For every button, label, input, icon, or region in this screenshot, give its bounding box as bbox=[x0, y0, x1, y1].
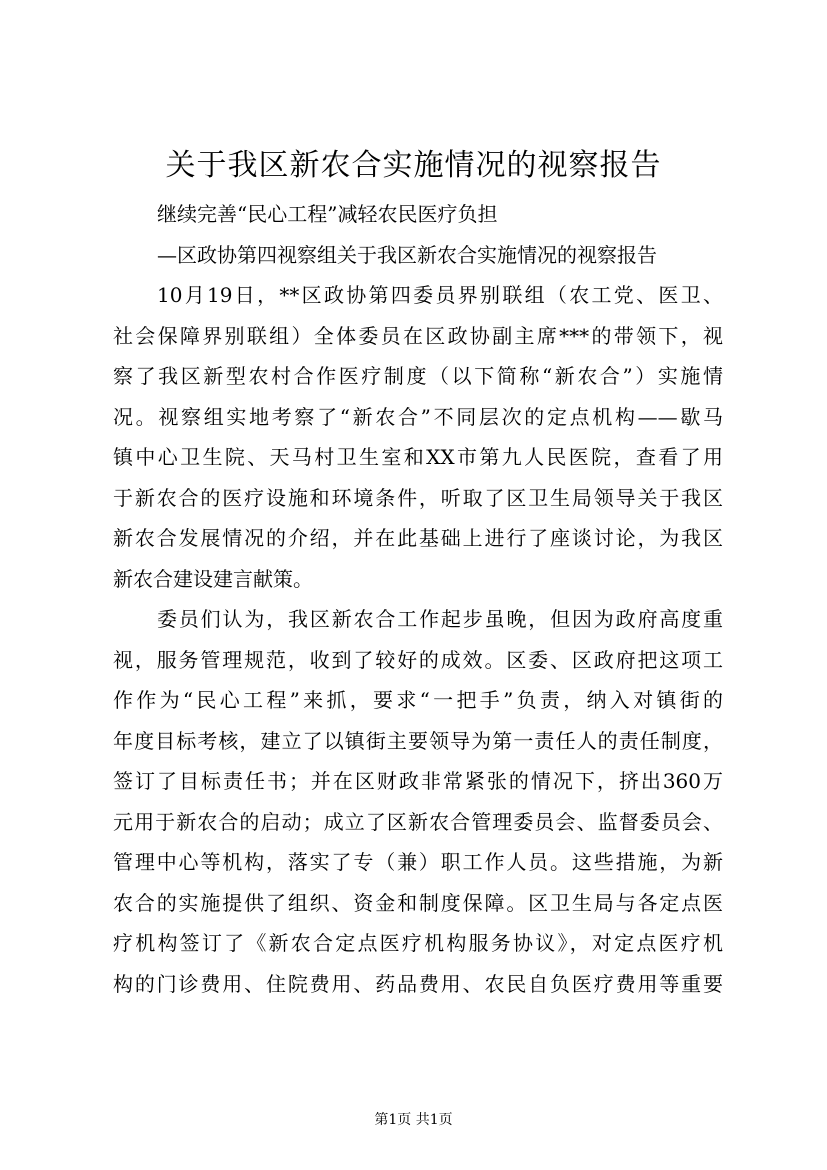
paragraph-2-line: 年度目标考核，建立了以镇街主要领导为第一责任人的责任制度， bbox=[113, 728, 723, 753]
paragraph-1-line: 察了我区新型农村合作医疗制度（以下简称“新农合”）实施情 bbox=[113, 364, 723, 388]
page-number-footer: 第1页 共1页 bbox=[374, 1112, 453, 1128]
paragraph-2-line: 构的门诊费用、住院费用、药品费用、农民自负医疗费用等重要 bbox=[113, 971, 723, 996]
paragraph-1-line: 况。视察组实地考察了“新农合”不同层次的定点机构——歇马 bbox=[113, 404, 723, 429]
subtitle-line-1: 继续完善“民心工程”减轻农民医疗负担 bbox=[157, 202, 498, 226]
paragraph-1-line: 新农合建设建言献策。 bbox=[113, 566, 313, 591]
subtitle-line-2: —区政协第四视察组关于我区新农合实施情况的视察报告 bbox=[157, 242, 657, 267]
paragraph-2-line: 疗机构签订了《新农合定点医疗机构服务协议》，对定点医疗机 bbox=[113, 931, 723, 955]
paragraph-2-line: 作作为“民心工程”来抓，要求“一把手”负责，纳入对镇街的 bbox=[113, 688, 723, 712]
paragraph-2-line: 视，服务管理规范，收到了较好的成效。区委、区政府把这项工 bbox=[113, 647, 723, 672]
paragraph-1-line: 新农合发展情况的介绍，并在此基础上进行了座谈讨论，为我区 bbox=[113, 526, 723, 550]
paragraph-2-line: 农合的实施提供了组织、资金和制度保障。区卫生局与各定点医 bbox=[113, 890, 723, 915]
paragraph-1-line: 10月19日，**区政协第四委员界别联组（农工党、医卫、 bbox=[157, 283, 723, 307]
paragraph-1-line: 镇中心卫生院、天马村卫生室和XX市第九人民医院，查看了用 bbox=[113, 445, 723, 469]
paragraph-2-line: 元用于新农合的启动；成立了区新农合管理委员会、监督委员会、 bbox=[113, 809, 723, 834]
paragraph-2-line: 管理中心等机构，落实了专（兼）职工作人员。这些措施，为新 bbox=[113, 850, 723, 874]
paragraph-2-line: 签订了目标责任书；并在区财政非常紧张的情况下，挤出360万 bbox=[113, 769, 723, 793]
document-body bbox=[113, 194, 723, 1004]
document-title: 关于我区新农合实施情况的视察报告 bbox=[165, 148, 662, 183]
paragraph-1-line: 于新农合的医疗设施和环境条件，听取了区卫生局领导关于我区 bbox=[113, 485, 723, 510]
paragraph-2-line: 委员们认为，我区新农合工作起步虽晚，但因为政府高度重 bbox=[157, 607, 723, 631]
paragraph-1-line: 社会保障界别联组）全体委员在区政协副主席***的带领下，视 bbox=[113, 323, 723, 348]
